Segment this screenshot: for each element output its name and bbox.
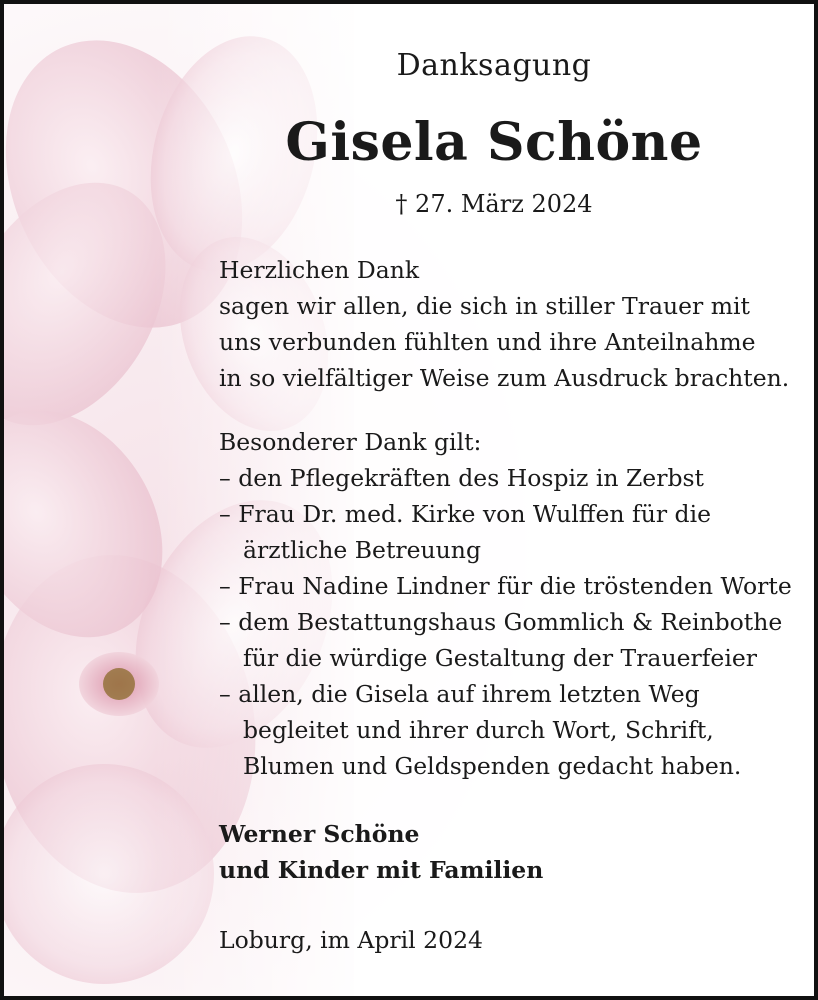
special-thanks-item: Blumen und Geldspenden gedacht haben. [243, 752, 742, 780]
thanks-line: in so vielfältiger Weise zum Ausdruck brachten. [219, 364, 790, 392]
special-thanks-item: – Frau Nadine Lindner für die tröstenden Worte [219, 572, 792, 600]
special-thanks-heading: Besonderer Dank gilt: [219, 428, 482, 456]
special-thanks-item: – Frau Dr. med. Kirke von Wulffen für die [219, 500, 711, 528]
thanks-line: sagen wir allen, die sich in stiller Trauer mit [219, 292, 750, 320]
special-thanks-item: – den Pflegekräften des Hospiz in Zerbst [219, 464, 704, 492]
signature-family: und Kinder mit Familien [219, 856, 544, 884]
thanks-paragraph [219, 252, 809, 396]
thanks-line: Herzlichen Dank [219, 256, 420, 284]
special-thanks-item: – dem Bestattungshaus Gommlich & Reinbothe [219, 608, 783, 636]
special-thanks-item: ärztliche Betreuung [243, 536, 481, 564]
deceased-name: Gisela Schöne [285, 112, 703, 173]
special-thanks-item: für die würdige Gestaltung der Trauerfeier [243, 644, 757, 672]
signature-name: Werner Schöne [219, 820, 420, 848]
thanks-line: uns verbunden fühlten und ihre Anteilnahme [219, 328, 756, 356]
notice-title: Danksagung [396, 48, 592, 83]
death-date: † 27. März 2024 [395, 190, 593, 218]
special-thanks-item: begleitet und ihrer durch Wort, Schrift, [243, 716, 714, 744]
place-date: Loburg, im April 2024 [219, 926, 483, 954]
special-thanks-item: – allen, die Gisela auf ihrem letzten Weg [219, 680, 700, 708]
notice-content [4, 4, 814, 996]
signature-block [219, 816, 809, 888]
special-thanks-list [219, 424, 809, 784]
